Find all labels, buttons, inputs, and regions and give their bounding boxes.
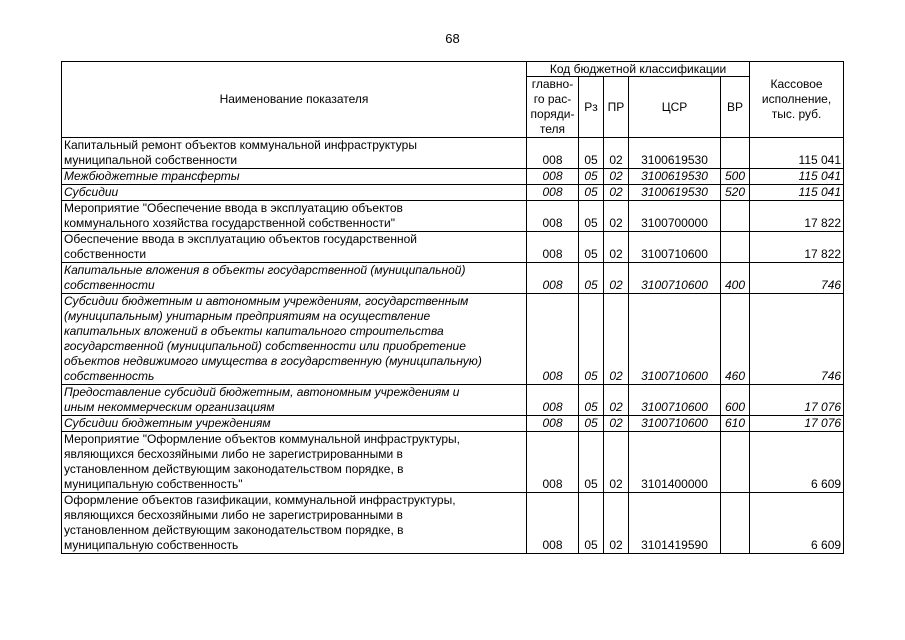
row-pr: 02 [604,169,629,185]
row-name-line: Обеспечение ввода в эксплуатацию объектов государственной [64,232,417,246]
row-vr [721,138,750,169]
row-vr: 460 [721,294,750,385]
budget-table [61,61,844,554]
row-pr: 02 [604,294,629,385]
row-name [62,493,527,554]
row-name-line: являющихся бесхозяйными либо не зарегистрированными в [64,447,403,461]
row-name [62,185,527,201]
row-csr: 3100619530 [629,138,721,169]
row-name-line: Межбюджетные трансферты [64,169,240,183]
header-amount-line: тыс. руб. [771,107,822,121]
row-rz: 05 [579,416,604,432]
row-rz: 05 [579,432,604,493]
row-rz: 05 [579,169,604,185]
row-pr: 02 [604,416,629,432]
row-name-line: являющихся бесхозяйными либо не зарегистрированными в [64,508,403,522]
row-name-line: муниципальную собственность [64,538,239,552]
row-rz: 05 [579,201,604,232]
row-csr: 3100619530 [629,185,721,201]
table-row [62,263,844,294]
row-amount: 746 [750,263,844,294]
row-pr: 02 [604,232,629,263]
table-row [62,232,844,263]
row-grbs: 008 [527,185,579,201]
row-name-line: Субсидии бюджетным и автономным учреждениям, государственным [64,294,469,308]
header-grbs-line: теля [539,122,566,136]
row-name-line: Субсидии бюджетным учреждениям [64,416,271,430]
row-name-line: Капитальные вложения в объекты государственной (муниципальной) [64,263,466,277]
row-vr: 400 [721,263,750,294]
header-grbs-line: го рас- [533,92,572,106]
row-name-line: муниципальной собственности [64,153,238,167]
row-name-line: (муниципальным) унитарным предприятиям на осуществление [64,309,431,323]
row-grbs: 008 [527,385,579,416]
row-rz: 05 [579,294,604,385]
row-csr: 3100710600 [629,385,721,416]
header-csr: ЦСР [629,77,721,138]
row-rz: 05 [579,185,604,201]
row-name [62,232,527,263]
row-name-line: капитальных вложений в объекты капитального строительства [64,324,444,338]
row-pr: 02 [604,493,629,554]
row-name [62,138,527,169]
header-grbs [527,77,579,138]
row-pr: 02 [604,263,629,294]
row-name-line: Мероприятие "Оформление объектов коммунальной инфраструктуры, [64,432,460,446]
row-pr: 02 [604,138,629,169]
row-grbs: 008 [527,416,579,432]
row-vr [721,201,750,232]
row-name-line: иным некоммерческим организациям [64,400,275,414]
row-rz: 05 [579,232,604,263]
row-grbs: 008 [527,263,579,294]
row-name-line: Капитальный ремонт объектов коммунальной инфраструктуры [64,138,417,152]
header-pr: ПР [604,77,629,138]
row-csr: 3100710600 [629,263,721,294]
row-vr: 600 [721,385,750,416]
row-grbs: 008 [527,169,579,185]
header-name: Наименование показателя [62,62,527,138]
table-row [62,201,844,232]
page-number: 68 [445,31,460,46]
row-name-line: собственности [64,247,147,261]
row-vr [721,432,750,493]
row-grbs: 008 [527,432,579,493]
row-amount: 17 822 [750,201,844,232]
row-grbs: 008 [527,493,579,554]
table-row [62,294,844,385]
row-vr: 500 [721,169,750,185]
row-name-line: Предоставление субсидий бюджетным, автономным учреждениям и [64,385,460,399]
table-row [62,185,844,201]
row-amount: 6 609 [750,432,844,493]
row-name [62,432,527,493]
row-amount: 115 041 [750,169,844,185]
table-row [62,493,844,554]
row-amount: 115 041 [750,185,844,201]
row-name-line: собственность [64,369,155,383]
row-grbs: 008 [527,232,579,263]
row-csr: 3101419590 [629,493,721,554]
row-csr: 3100710600 [629,294,721,385]
row-vr: 610 [721,416,750,432]
row-vr [721,232,750,263]
row-name [62,169,527,185]
header-grbs-line: главно- [531,77,574,91]
row-pr: 02 [604,185,629,201]
row-amount: 6 609 [750,493,844,554]
table-row [62,416,844,432]
row-amount: 746 [750,294,844,385]
header-vr: ВР [721,77,750,138]
header-amount-line: Кассовое [770,77,823,91]
row-pr: 02 [604,432,629,493]
row-name [62,416,527,432]
row-rz: 05 [579,138,604,169]
row-name [62,263,527,294]
row-name [62,385,527,416]
row-csr: 3101400000 [629,432,721,493]
row-csr: 3100710600 [629,416,721,432]
table-row [62,385,844,416]
header-rz: Рз [579,77,604,138]
row-amount: 17 076 [750,416,844,432]
row-amount: 17 076 [750,385,844,416]
table-row [62,432,844,493]
row-name-line: Оформление объектов газификации, коммунальной инфраструктуры, [64,493,456,507]
header-amount [750,62,844,138]
row-name-line: объектов недвижимого имущества в государственную (муниципальную) [64,354,482,368]
row-pr: 02 [604,201,629,232]
row-csr: 3100710600 [629,232,721,263]
row-csr: 3100619530 [629,169,721,185]
row-name [62,294,527,385]
row-name-line: муниципальную собственность" [64,477,243,491]
row-amount: 17 822 [750,232,844,263]
row-name-line: собственности [64,278,155,292]
row-name-line: коммунального хозяйства государственной собственности" [64,216,395,230]
header-grbs-line: поряди- [530,107,575,121]
row-grbs: 008 [527,294,579,385]
header-amount-line: исполнение, [761,92,832,106]
table-body [62,138,844,554]
row-pr: 02 [604,385,629,416]
row-name [62,201,527,232]
row-name-line: установленном действующим законодательством порядке, в [64,523,404,537]
row-grbs: 008 [527,138,579,169]
header-row [62,62,844,77]
header-code-group: Код бюджетной классификации [527,62,750,77]
table-row [62,138,844,169]
row-grbs: 008 [527,201,579,232]
row-rz: 05 [579,493,604,554]
row-amount: 115 041 [750,138,844,169]
row-csr: 3100700000 [629,201,721,232]
row-name-line: Субсидии [64,185,119,199]
row-name-line: Мероприятие "Обеспечение ввода в эксплуатацию объектов [64,201,403,215]
row-name-line: государственной (муниципальной) собственности или приобретение [64,339,466,353]
row-rz: 05 [579,385,604,416]
table-row [62,169,844,185]
row-name-line: установленном действующим законодательством порядке, в [64,462,404,476]
row-rz: 05 [579,263,604,294]
row-vr: 520 [721,185,750,201]
row-vr [721,493,750,554]
